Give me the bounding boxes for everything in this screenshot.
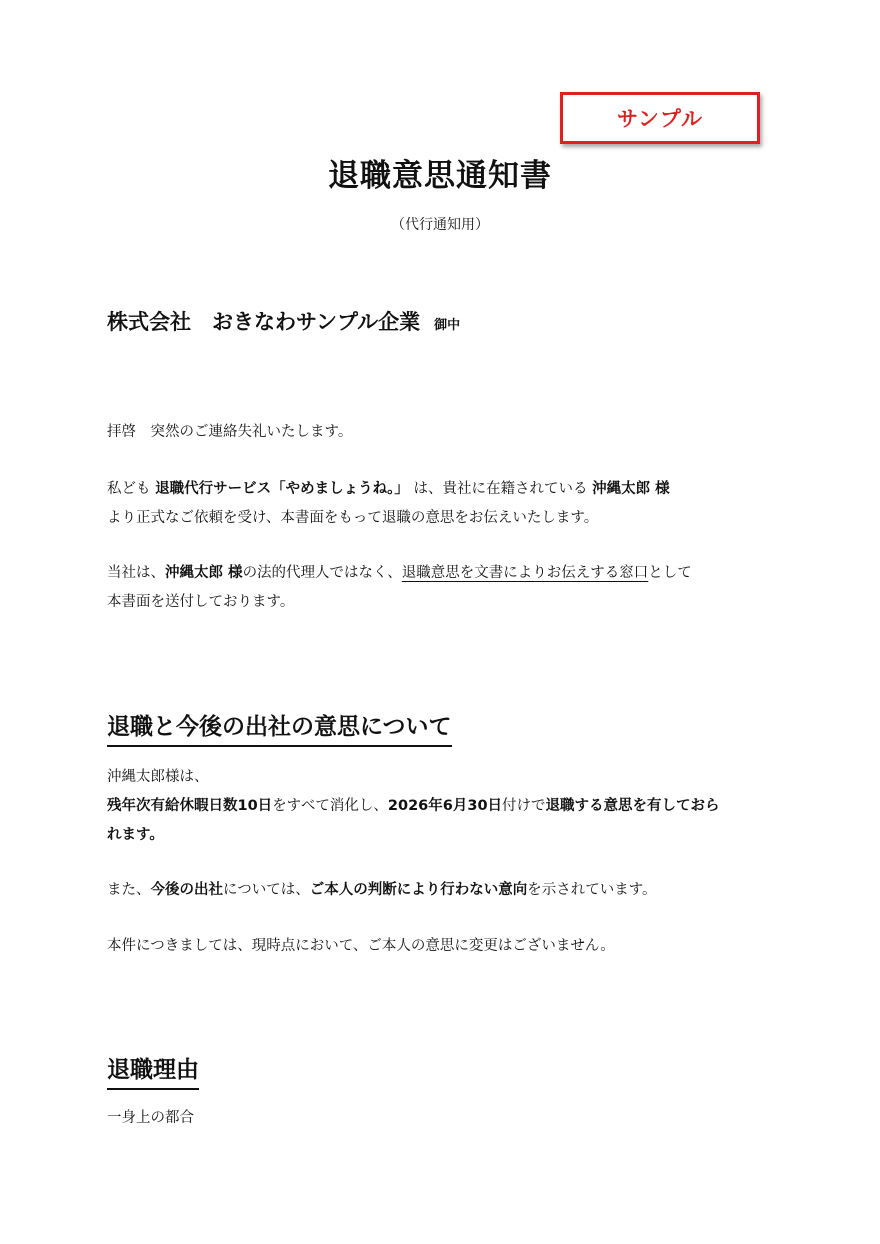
attendance-bold-1: 今後の出社 — [150, 882, 223, 898]
intro-text: 私ども — [107, 481, 156, 497]
intent-text: をすべて消化し、 — [272, 798, 388, 814]
reason-paragraph — [107, 1104, 787, 1133]
attendance-paragraph — [107, 876, 787, 905]
confirmation-paragraph — [107, 932, 787, 961]
attendance-text: を示されています。 — [527, 882, 657, 898]
agent-note-text: として — [648, 565, 692, 581]
intent-line-1: 沖縄太郎様は、 — [107, 769, 209, 785]
document-title: 退職意思通知書 — [328, 158, 552, 194]
reason-text: 一身上の都合 — [107, 1110, 194, 1126]
greeting — [107, 418, 787, 447]
intro-line-2: より正式なご依頼を受け、本書面をもって退職の意思をお伝えいたします。 — [107, 510, 599, 526]
sample-stamp-label: サンプル — [616, 107, 704, 131]
intro-paragraph — [107, 475, 787, 533]
agent-note-text: 当社は、 — [107, 565, 165, 581]
section-heading-reason: 退職理由 — [107, 1051, 199, 1090]
agent-note-text: の法的代理人ではなく、 — [242, 565, 402, 581]
sample-stamp — [560, 92, 760, 144]
intent-line-2 — [107, 792, 787, 821]
intent-text: 付けで — [502, 798, 546, 814]
service-name: 退職代行サービス「やめましょうね。」 — [155, 481, 409, 497]
intent-line-3: れます。 — [107, 827, 164, 843]
person-name: 沖縄太郎 様 — [165, 565, 243, 581]
remaining-leave: 残年次有給休暇日数10日 — [107, 798, 273, 814]
recipient — [107, 306, 460, 336]
document-subtitle: （代行通知用） — [391, 217, 489, 233]
agent-note-line-1 — [107, 559, 787, 588]
agent-note-underlined: 退職意思を文書によりお伝えする窓口 — [401, 565, 649, 581]
confirmation-text: 本件につきましては、現時点において、ご本人の意思に変更はございません。 — [107, 938, 615, 954]
agent-note-paragraph — [107, 559, 787, 617]
attendance-text: また、 — [107, 882, 151, 898]
attendance-bold-2: ご本人の判断により行わない意向 — [309, 882, 528, 898]
recipient-honorific: 御中 — [434, 318, 461, 333]
agent-note-line-2: 本書面を送付しております。 — [107, 594, 295, 610]
greeting-text: 拝啓 突然のご連絡失礼いたします。 — [107, 424, 353, 440]
intro-text: は、貴社に在籍されている — [408, 481, 593, 497]
section-heading-intent: 退職と今後の出社の意思について — [107, 708, 452, 747]
retirement-date: 2026年6月30日 — [387, 798, 503, 814]
person-name: 沖縄太郎 様 — [592, 481, 670, 497]
recipient-name: 株式会社 おきなわサンプル企業 — [107, 310, 421, 334]
retire-intent-bold: 退職する意思を有しておら — [545, 798, 720, 814]
attendance-text: については、 — [223, 882, 310, 898]
intro-line-1 — [107, 475, 787, 504]
intent-paragraph — [107, 763, 787, 850]
